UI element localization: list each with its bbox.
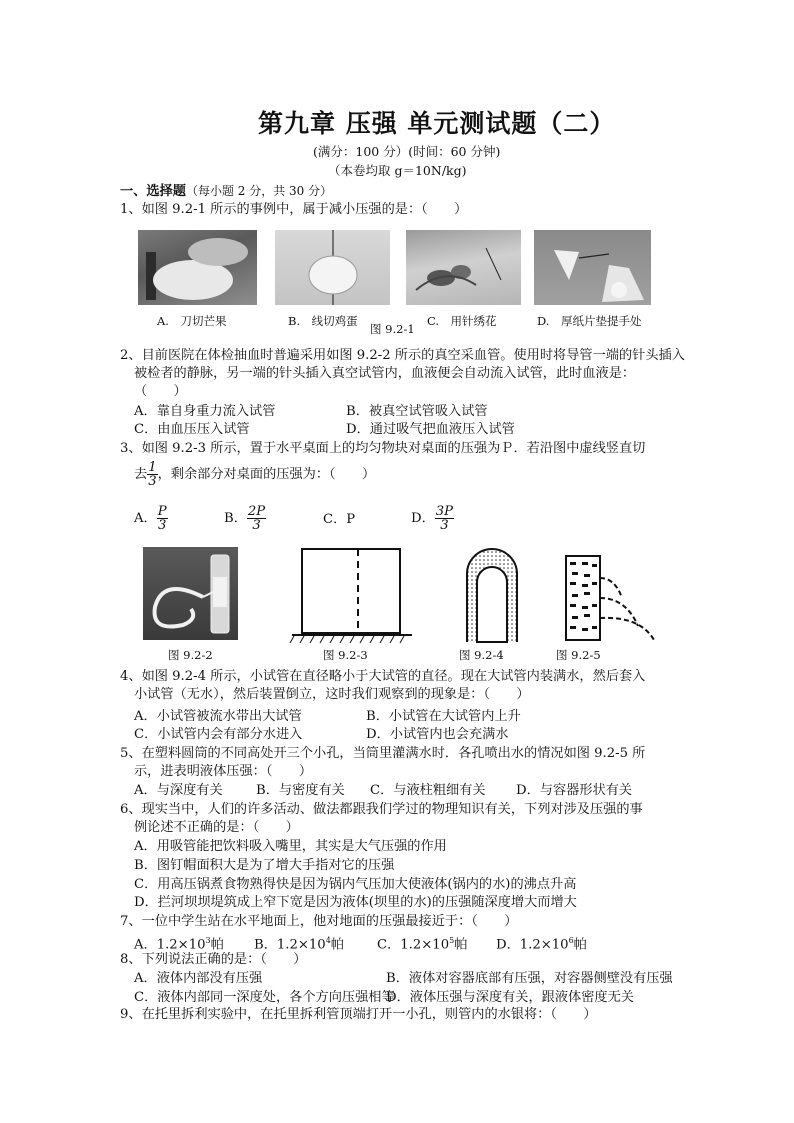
paper-handle-illustration <box>534 230 651 305</box>
q3-option-d-num: 3P <box>435 504 454 519</box>
q3-option-b <box>224 505 266 532</box>
embroidery-illustration <box>406 230 521 305</box>
mango-illustration <box>138 230 257 305</box>
section-heading <box>120 182 332 201</box>
fraction-denominator: 3 <box>148 474 157 489</box>
egg-illustration <box>275 230 390 305</box>
q2-option-b: B．被真空试管吸入试管 <box>346 404 488 419</box>
question-2-line-2: 被检者的静脉，另一端的针头插入真空试管内，血液便会自动流入试管，此时血液是： <box>134 366 636 381</box>
question-3-line-2 <box>134 461 375 488</box>
q4-option-b: B．小试管在大试管内上升 <box>366 709 521 724</box>
q5-option-a: A．与深度有关 <box>134 783 223 798</box>
q4-option-a: A．小试管被流水带出大试管 <box>134 709 302 724</box>
question-8-stem: 8、下列说法正确的是：（ ） <box>120 952 307 967</box>
q3-option-d-den: 3 <box>440 518 449 533</box>
q1-option-c: C. 用针绣花 <box>427 314 497 328</box>
q3-option-a <box>134 505 168 532</box>
q3-option-b-label: B． <box>224 511 247 526</box>
q3-pre-text: 去 <box>134 467 148 482</box>
q6-option-c: C．用高压锅煮食物熟得快是因为锅内气压加大使液体(锅内的水)的沸点升高 <box>134 877 577 892</box>
q8-option-a: A．液体内部没有压强 <box>134 971 263 986</box>
egg-cutting-photo <box>275 230 390 305</box>
section-title: 一、选择题 <box>120 184 186 199</box>
question-1-stem: 1、如图 9.2-1 所示的事例中，属于减小压强的是：（ ） <box>120 202 468 217</box>
figure-9-2-4-caption: 图 9.2-4 <box>459 648 504 662</box>
mango-cutting-photo <box>138 230 257 305</box>
q3-option-a-den: 3 <box>157 518 167 533</box>
q1-option-a: A. 刀切芒果 <box>157 314 227 328</box>
question-9-stem: 9、在托里拆利实验中，在托里拆利管顶端打开一小孔，则管内的水银将：（ ） <box>120 1007 597 1022</box>
figure-9-2-2-caption: 图 9.2-2 <box>168 648 213 662</box>
question-4-line-1: 4、如图 9.2-4 所示，小试管在直径略小于大试管的直径。现在大试管内装满水，然后套入 <box>120 669 646 684</box>
q7-option-c-base: C．1.2×10 <box>377 937 450 953</box>
blood-tube-illustration <box>143 547 238 640</box>
question-5-line-2: 示，进表明液体压强：（ ） <box>134 764 313 779</box>
question-3-line-1: 3、如图 9.2-3 所示，置于水平桌面上的均匀物块对桌面的压强为Ｐ．若沿图中虚线竖直切 <box>120 441 646 456</box>
paper-handle-photo <box>534 230 651 305</box>
q4-option-c: C．小试管内会有部分水进入 <box>134 727 303 742</box>
score-time-info: (满分：100 分）(时间：60 分钟) <box>313 144 501 159</box>
q3-option-a-num: P <box>157 504 167 519</box>
q6-option-b: B．图钉帽面积大是为了增大手指对它的压强 <box>134 858 395 873</box>
q2-option-a: A．靠自身重力流入试管 <box>134 404 276 419</box>
inverted-test-tubes-diagram <box>462 546 522 644</box>
question-6-line-1: 6、现实当中，人们的许多活动、做法都跟我们学过的物理知识有关，下列对涉及压强的事 <box>120 802 643 817</box>
q1-option-b: B. 线切鸡蛋 <box>288 314 358 328</box>
q7-option-b-unit: 帕 <box>330 937 344 953</box>
q4-option-d: D．小试管内也会充满水 <box>366 727 509 742</box>
figure-9-2-5-caption: 图 9.2-5 <box>556 648 601 662</box>
question-2-line-1: 2、目前医院在体检抽血时普遍采用如图 9.2-2 所示的真空采血管。使用时将导管一端的针头插入 <box>120 348 685 363</box>
q5-option-b: B．与密度有关 <box>256 783 345 798</box>
question-7-stem: 7、一位中学生站在水平地面上，他对地面的压强最接近于：（ ） <box>120 914 518 929</box>
water-hatching <box>570 562 597 631</box>
question-2-answer-blank: （ ） <box>134 384 187 399</box>
q7-option-d <box>496 932 587 954</box>
block-on-table-diagram <box>290 546 415 646</box>
q3-option-c: C．P <box>323 512 356 527</box>
q6-option-d: D．拦河坝坝堤筑成上窄下宽是因为液体(坝里的水)的压强随深度增大而增大 <box>134 895 577 910</box>
q7-option-b-base: B．1.2×10 <box>254 937 326 953</box>
q8-option-c: C．液体内部同一深度处，各个方向压强相等 <box>134 990 395 1005</box>
q5-option-d: D．与容器形状有关 <box>516 783 633 798</box>
q2-option-d: D．通过吸气把血液压入试管 <box>346 422 515 437</box>
q3-option-b-fraction <box>247 505 266 532</box>
q2-option-c: C．由血压压入试管 <box>134 422 250 437</box>
gravity-note: （本卷均取 g＝10N/kg) <box>328 163 467 178</box>
q7-option-a-base: A．1.2×10 <box>134 937 206 953</box>
q3-option-d-label: D． <box>411 511 435 526</box>
fraction-numerator: 1 <box>148 460 157 475</box>
figure-9-2-3-caption: 图 9.2-3 <box>323 648 368 662</box>
q7-option-c-unit: 帕 <box>454 937 468 953</box>
vacuum-blood-tube-photo <box>143 547 238 640</box>
q3-option-a-fraction <box>157 505 168 532</box>
q6-option-a: A．用吸管能把饮料吸入嘴里，其实是大气压强的作用 <box>134 839 447 854</box>
q5-option-c: C．与液柱粗细有关 <box>370 783 486 798</box>
q3-option-b-den: 3 <box>252 518 261 533</box>
question-6-line-2: 例论述不正确的是：（ ） <box>134 820 299 835</box>
figure-9-2-1-caption: 图 9.2-1 <box>370 322 415 336</box>
q3-option-d <box>411 505 454 532</box>
page-title: 第九章 压强 单元测试题（二） <box>258 109 616 138</box>
question-4-line-2: 小试管（无水），然后装置倒立，这时我们观察到的现象是：（ ） <box>134 687 530 702</box>
q3-post-text: ，剩余部分对桌面的压强为：（ ） <box>157 467 376 482</box>
q7-option-a-unit: 帕 <box>210 937 224 953</box>
q7-option-d-exponent: 6 <box>568 936 574 945</box>
water-jets-cylinder-diagram <box>560 548 660 643</box>
q3-option-a-label: A． <box>134 511 157 526</box>
q7-option-c-exponent: 5 <box>449 936 455 945</box>
q8-option-b: B．液体对容器底部有压强，对容器侧壁没有压强 <box>386 971 673 986</box>
q7-option-a-exponent: 3 <box>205 936 211 945</box>
embroidery-photo <box>406 230 521 305</box>
q8-option-d: D．液体压强与深度有关，跟液体密度无关 <box>386 990 634 1005</box>
q3-option-d-fraction <box>435 505 454 532</box>
q1-option-d: D. 厚纸片垫提手处 <box>537 314 642 328</box>
q7-option-d-base: D．1.2×10 <box>496 937 569 953</box>
fraction-one-third <box>147 461 157 488</box>
q7-option-c <box>377 932 467 954</box>
q7-option-d-unit: 帕 <box>573 937 587 953</box>
question-5-line-1: 5、在塑料圆筒的不同高处开三个小孔，当筒里灌满水时．各孔喷出水的情况如图 9.2-5 所 <box>120 746 646 761</box>
section-info: （每小题 2 分，共 30 分） <box>185 184 333 198</box>
q3-option-b-num: 2P <box>247 504 266 519</box>
q7-option-b-exponent: 4 <box>325 936 331 945</box>
